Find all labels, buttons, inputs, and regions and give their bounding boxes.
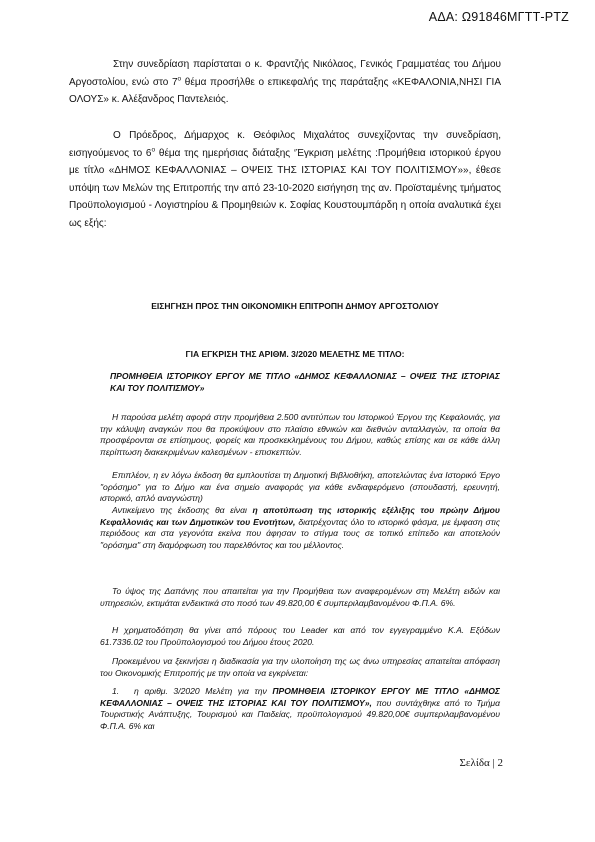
- proposal-subheading: ΓΙΑ ΕΓΚΡΙΣΗ ΤΗΣ ΑΡΙΘΜ. 3/2020 ΜΕΛΕΤΗΣ ΜΕ ΤΙΤΛΟ:: [185, 349, 405, 359]
- paragraph-president-text-a: Ο Πρόεδρος, Δήμαρχος κ. Θεόφιλος Μιχαλάτος συνεχίζοντας την συνεδρίαση, εισηγούμενος το 6: [69, 130, 501, 159]
- proposal-title: ΠΡΟΜΗΘΕΙΑ ΙΣΤΟΡΙΚΟΥ ΕΡΓΟΥ ΜΕ ΤΙΤΛΟ «ΔΗΜΟΣ ΚΕΦΑΛΛΟΝΙΑΣ – ΟΨΕΙΣ ΤΗΣ ΙΣΤΟΡΙΑΣ ΚΑΙ ΤΟΥ ΠΟΛΙΤΙΣΜΟΥ»: [110, 371, 500, 393]
- proposal-paragraph-4: Το ύψος της Δαπάνης που απαιτείται για την Προμήθεια των αναφερομένων στη Μελέτη ειδών και υπηρεσιών, εκτιμάται ενδεικτικά στο ποσό των 49.820,00 € συμπεριλαμβανομένου Φ.Π.Α. 6%.: [100, 586, 500, 608]
- approval-item-1-bold: ΠΡΟΜΗΘΕΙΑ ΙΣΤΟΡΙΚΟΥ ΕΡΓΟΥ ΜΕ ΤΙΤΛΟ «ΔΗΜΟΣ ΚΕΦΑΛΛΟΝΙΑΣ – ΟΨΕΙΣ ΤΗΣ ΙΣΤΟΡΙΑΣ ΚΑΙ ΤΟΥ ΠΟΛΙΤΙΣΜΟΥ»,: [100, 686, 500, 708]
- paragraph-attendance-text-b: θέμα προσήλθε ο επικεφαλής της παράταξης «ΚΕΦΑΛΟΝΙΑ,ΝΗΣΙ ΓΙΑ ΟΛΟΥΣ» κ. Αλέξανδρος Παντελειός.: [69, 76, 501, 105]
- approval-item-1-text-a: η αριθμ. 3/2020 Μελέτη για την: [134, 686, 273, 696]
- paragraph-president-text-b: θέμα της ημερήσιας διάταξης ‘Έγκριση μελέτης :Προμήθεια ιστορικού έργου με τίτλο «ΔΗΜΟΣ ΚΕΦΑΛΛΟΝΙΑΣ – ΟΨΕΙΣ ΤΗΣ ΙΣΤΟΡΙΑΣ ΚΑΙ ΤΟΥ ΠΟΛΙΤΙΣΜΟΥ»», έθεσε υπόψη των Μελών της Επιτροπής την από 23-10-2020 εισήγηση της αν. Προϊσταμένης τμήματος Προϋπολογισμού - Λογιστηρίου & Προμηθειών κ. Σοφίας Κουστουμπάρδη η οποία αναλυτικά έχει ως εξής:: [69, 147, 501, 229]
- paragraph-president: [69, 127, 501, 232]
- proposal-paragraph-3: [100, 505, 500, 551]
- page-number: Σελίδα | 2: [459, 757, 503, 769]
- proposal-paragraph-6: Προκειμένου να ξεκινήσει η διαδικασία για την υλοποίηση της ως άνω υπηρεσίας απαιτείται απόφαση του Οικονομικής Επιτροπής με την οποία να εγκρίνεται:: [100, 656, 500, 678]
- proposal-paragraph-3-text-b: διατρέχοντας όλο το ιστορικό φάσμα, με έμφαση στις περιόδους και στα γεγονότα εκείνα που άφησαν το στίγμα τους σε τοπικό επίπεδο και αποτελούν "ορόσημα" στη διαμόρφωση του παρελθόντος και του μέλλοντος.: [100, 516, 500, 550]
- proposal-paragraph-3-bold: η αποτύπωση της ιστορικής εξέλιξης του πρώην Δήμου Κεφαλλονιάς και των Δημοτικών του Ενοτήτων,: [100, 505, 500, 527]
- approval-item-number: 1.: [112, 686, 120, 696]
- approval-item-1: [100, 686, 500, 732]
- paragraph-attendance-text-a: Στην συνεδρίαση παρίσταται ο κ. Φραντζής Νικόλαος, Γενικός Γραμματέας του Δήμου Αργοστολίου, ενώ στο 7: [69, 59, 501, 88]
- proposal-heading: ΕΙΣΗΓΗΣΗ ΠΡΟΣ ΤΗΝ ΟΙΚΟΝΟΜΙΚΗ ΕΠΙΤΡΟΠΗ ΔΗΜΟΥ ΑΡΓΟΣΤΟΛΙΟΥ: [151, 301, 439, 311]
- proposal-paragraph-5: Η χρηματοδότηση θα γίνει από πόρους του Leader και από τον εγγεγραμμένο Κ.Α. Εξόδων 61.7336.02 του Προϋπολογισμού του Δήμου έτους 2020.: [100, 625, 500, 647]
- ordinal-superscript: ο: [177, 75, 182, 83]
- paragraph-attendance: [69, 56, 501, 109]
- ordinal-superscript: ο: [151, 146, 156, 154]
- proposal-paragraph-3-text-a: Αντικείμενο της έκδοσης θα είναι: [112, 505, 253, 515]
- proposal-paragraph-2: Επιπλέον, η εν λόγω έκδοση θα εμπλουτίσει τη Δημοτική Βιβλιοθήκη, αποτελώντας ένα Ιστορικό Έργο "ορόσημο" για το Δήμο και ένα σημείο αναφοράς για κάθε ενδιαφερόμενο (σπουδαστή, ερευνητή, ιστορικό, απλό αναγνώστη): [100, 470, 500, 504]
- ada-code: ΑΔΑ: Ω91846ΜΓΤΤ-ΡΤΖ: [428, 10, 569, 24]
- approval-item-1-text-b: που συντάχθηκε από το Τμήμα Τουριστικής Ανάπτυξης, Τουρισμού και Παιδείας, προϋπολογισμού 49.820,00€ συμπεριλαμβανομένου Φ.Π.Α. 6% και: [100, 697, 500, 731]
- proposal-paragraph-1: Η παρούσα μελέτη αφορά στην προμήθεια 2.500 αντιτύπων του Ιστορικού Έργου της Κεφαλονιάς, για την κάλυψη αναγκών που θα προκύψουν στο πλαίσιο εθνικών και διεθνών ανταλλαγών, τα οποία θα προσφέρονται σε επίσημους, φορείς και προσκεκλημένους του Δήμου, καθώς επίσης και σε κάθε άλλη περίπτωση διακεκριμένων καλεσμένων - επισκεπτών.: [100, 412, 500, 457]
